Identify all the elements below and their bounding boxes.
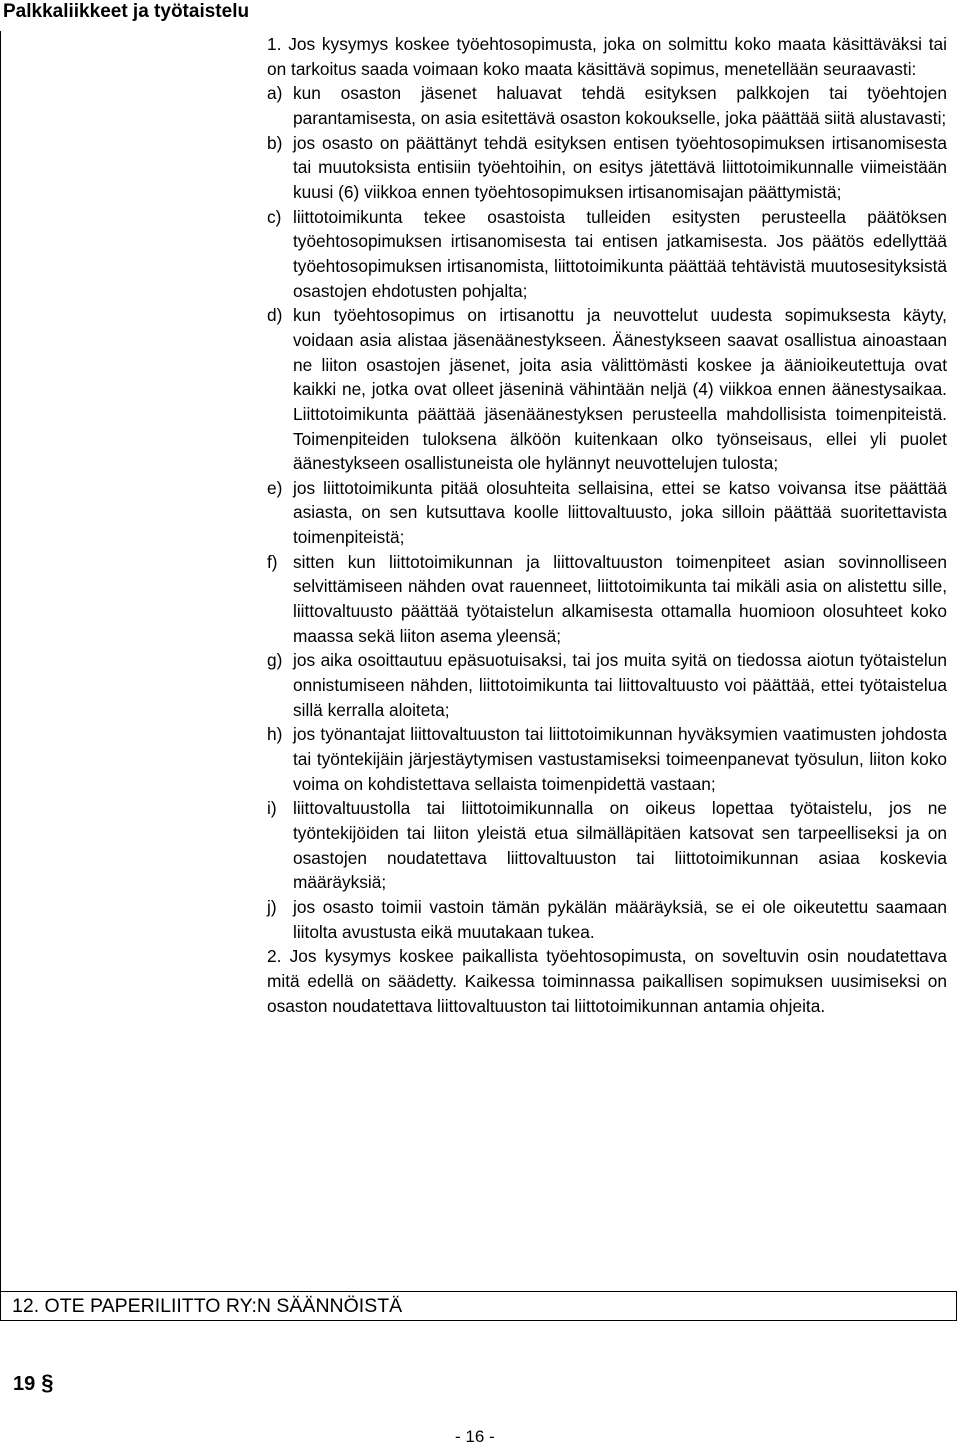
list-item-d [267, 303, 947, 476]
list-item-i [267, 796, 947, 895]
list-item-label: j) [267, 896, 277, 917]
list-item-text: kun osaston jäsenet haluavat tehdä esityksen palkkojen tai työehtojen parantamisesta, on asia esitettävä osaston kokoukselle, joka päättää siitä alustavasti; [293, 83, 947, 128]
list-item-text: liittovaltuustolla tai liittotoimikunnalla on oikeus lopettaa työtaistelu, jos ne työntekijöiden tai liiton yleistä etua silmälläpitäen katsovat sen tarpeelliseksi ja on osastojen noudatettava liittovaltuuston tai liittotoimikunnan asiaa koskevia määräyksiä; [293, 798, 947, 893]
section-title-box [0, 1291, 957, 1321]
chapter-number: 19 [13, 1373, 36, 1395]
list-item-label: d) [267, 305, 283, 326]
list-item-j [267, 895, 947, 944]
list-item-label: h) [267, 724, 283, 745]
list-item-f [267, 550, 947, 649]
list-item-c [267, 205, 947, 304]
list-item-text: jos osasto toimii vastoin tämän pykälän määräyksiä, se ei ole oikeutettu saamaan liitolta avustusta eikä muutakaan tukea. [293, 896, 947, 942]
section-sign-icon: § [41, 1370, 54, 1395]
list-item-text: jos työnantajat liittovaltuuston tai liittotoimikunnan hyväksymien vaatimusten johdosta tai työntekijäin järjestäytymisen vastustamiseksi toimeenpanevat työsulun, liiton koko voima on kohdistettava sellaista toimenpidettä vastaan; [293, 724, 947, 794]
list-item-text: kun työehtosopimus on irtisanottu ja neuvottelut uudesta sopimuksesta käyty, voidaan asia alistaa jäsenäänestykseen. Äänestykseen saavat osallistua ainoastaan ne liiton osastojen jäsenet, joita asia välittömästi koskee ja äänioikeutettuja ovat kaikki ne, jotka ovat olleet jäseninä vähintään neljä (4) viikkoa ennen äänestysaikaa. Liittotoimikunta päättää jäsenäänestyksen perusteella mahdollisista toimenpiteistä. Toimenpiteiden tuloksena älköön kuitenkaan olko työnseisaus, ellei yli puolet äänestykseen osallistuneista ole hylännyt neuvottelujen tulosta; [293, 305, 947, 474]
list-item-label: c) [267, 206, 282, 227]
list-item-label: g) [267, 650, 283, 671]
page-number: - 16 - [455, 1427, 495, 1446]
list-item-g [267, 648, 947, 722]
list-item-h [267, 722, 947, 796]
list-item-label: a) [267, 83, 283, 104]
list-item-text: jos liittotoimikunta pitää olosuhteita sellaisina, ettei se katso voivansa itse päättää asiasta, on sen kutsuttava koolle liittovaltuusto, joka silloin päättää suoritettavista toimenpiteistä; [293, 477, 947, 548]
list-item-label: e) [267, 477, 283, 498]
list-item-text: jos aika osoittautuu epäsuotuisaksi, tai jos muita syitä on tiedossa aiotun työtaistelun onnistumiseen nähden, liittotoimikunta tai liittovaltuusto voi päättää, ettei työtaistelua sillä kerralla aloiteta; [293, 650, 947, 720]
paragraph-2: 2. Jos kysymys koskee paikallista työehtosopimusta, on soveltuvin osin noudatettava mitä edellä on säädetty. Kaikessa toiminnassa paikallisen sopimuksen uusimiseksi on osaston noudatettava liittovaltuuston tai liittotoimikunnan antamia ohjeita. [267, 946, 947, 1016]
section-title: 12. OTE PAPERILIITTO RY:N SÄÄNNÖISTÄ [12, 1295, 403, 1317]
list-item-label: f) [267, 551, 278, 572]
chapter-marker [13, 1370, 54, 1397]
article-body [267, 32, 947, 1018]
list-item-text: jos osasto on päättänyt tehdä esityksen entisen työehtosopimuksen irtisanomisesta tai muutoksista entisiin työehtoihin, on esitys jätettävä liittotoimikunnalle viimeistään kuusi (6) viikkoa ennen työehtosopimuksen irtisanomisajan päättymistä; [293, 132, 947, 202]
list-item-label: b) [267, 132, 283, 153]
list-item-a [267, 81, 947, 130]
list-item-label: i) [267, 798, 277, 819]
list-item-e [267, 476, 947, 550]
running-header: Palkkaliikkeet ja työtaistelu [3, 1, 250, 22]
list-item-text: sitten kun liittotoimikunnan ja liittovaltuuston toimenpiteet asian sovinnolliseen selvittämiseen nähden ovat rauenneet, liittotoimikunta tai mikäli asia on alistettu sille, liittovaltuusto päättää työtaistelun alkamisesta ottamalla huomioon olosuhteet koko maassa sekä liiton asema yleensä; [293, 551, 947, 646]
list-item-text: liittotoimikunta tekee osastoista tulleiden esitysten perusteella päätöksen työehtosopimuksen irtisanomisesta tai entisen jatkamisesta. Jos päätös edellyttää työehtosopimuksen irtisanomista, liittotoimikunta päättää tehtävistä muutosesityksistä osastojen ehdotusten pohjalta; [293, 206, 947, 301]
paragraph-1-intro: 1. Jos kysymys koskee työehtosopimusta, joka on solmittu koko maata käsittäväksi tai on tarkoitus saada voimaan koko maata käsittävä sopimus, menetellään seuraavasti: [267, 34, 947, 79]
margin-rule [0, 31, 1, 1291]
list-item-b [267, 131, 947, 205]
